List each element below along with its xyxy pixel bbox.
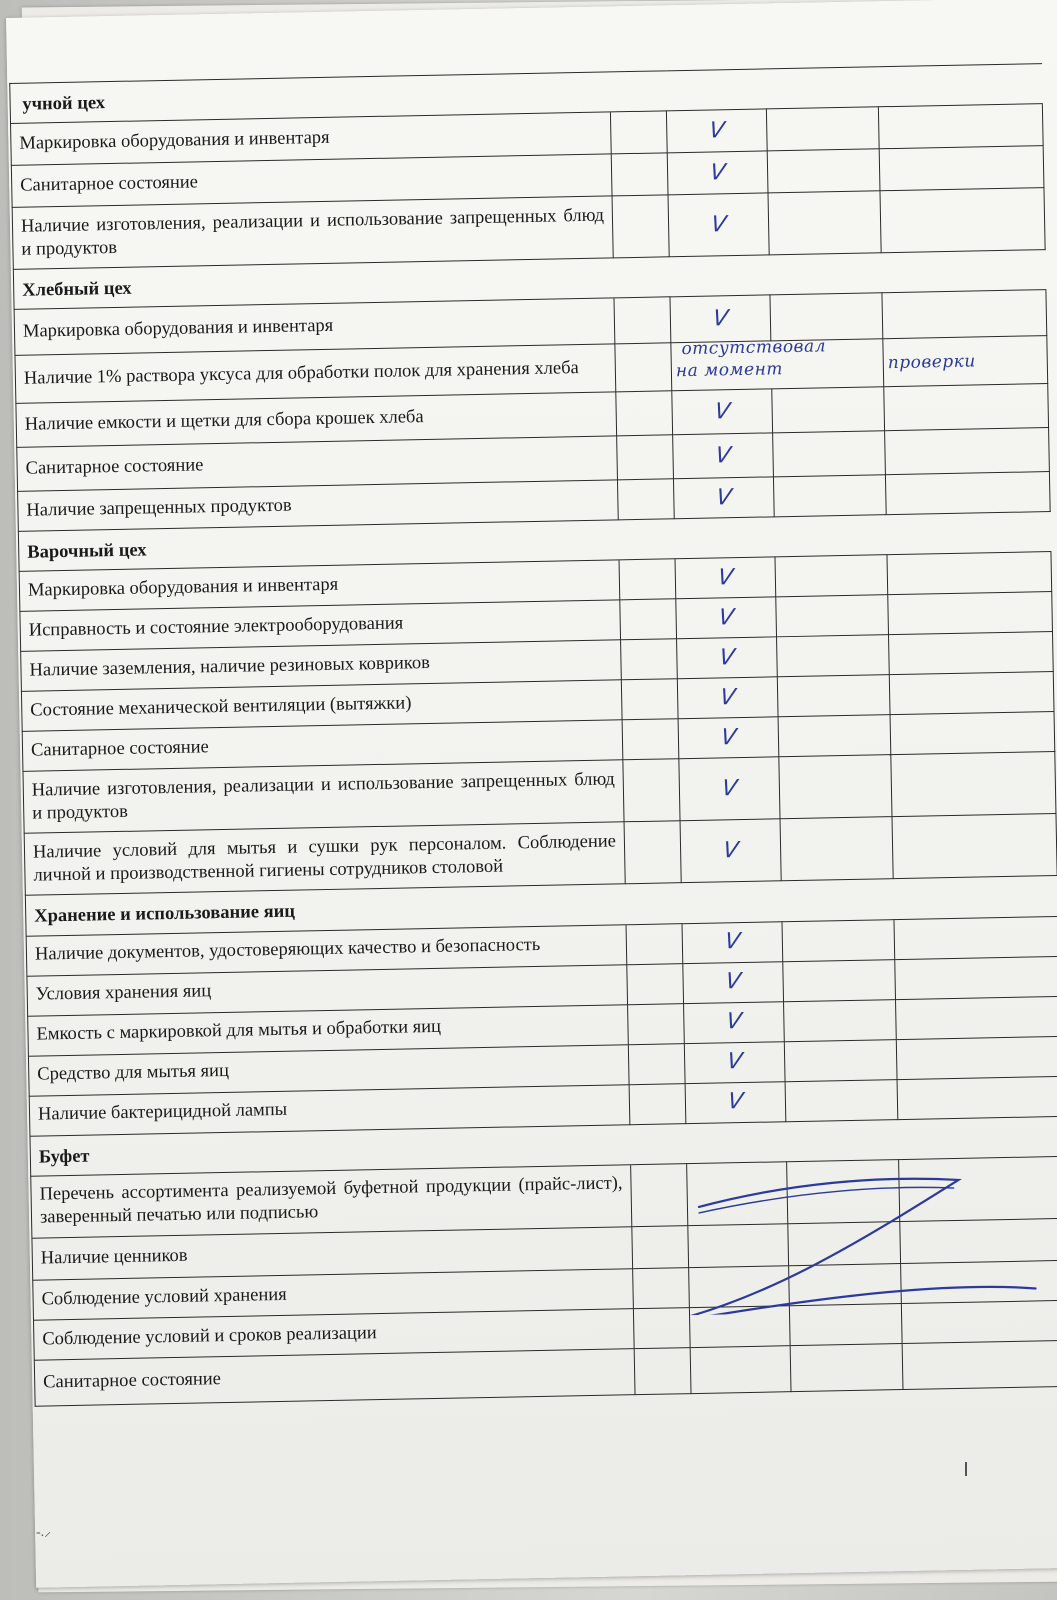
checkmark-icon: V	[717, 645, 736, 671]
handwritten-note: отсутствовал	[681, 336, 827, 360]
handwritten-note: на момент	[675, 359, 784, 382]
item-label: Исправность и состояние электрооборудования	[20, 600, 621, 652]
checkmark-icon: V	[721, 838, 740, 864]
item-label: Санитарное состояние	[17, 436, 618, 492]
item-label: Маркировка оборудования и инвентаря	[14, 298, 615, 356]
checkmark-icon: V	[708, 160, 727, 186]
checklist-page	[6, 0, 1057, 1588]
section-title: Буфет	[30, 1124, 631, 1176]
item-label: Соблюдение условий и сроков реализации	[33, 1308, 634, 1360]
item-label: Наличие изготовления, реализации и использование запрещенных блюд и продуктов	[12, 196, 613, 270]
item-label: Наличие документов, удостоверяющих качество и безопасность	[26, 924, 627, 976]
checkmark-icon: V	[718, 685, 737, 711]
checkmark-icon: V	[725, 1049, 744, 1075]
item-label: Наличие изготовления, реализации и использование запрещенных блюд и продуктов	[23, 760, 624, 834]
item-label: Санитарное состояние	[22, 720, 623, 772]
checkmark-icon: V	[717, 605, 736, 631]
checkmark-icon: V	[719, 725, 738, 751]
item-label: Емкость с маркировкой для мытья и обработки яиц	[28, 1004, 629, 1056]
item-label: Наличие условий для мытья и сушки рук персоналом. Соблюдение личной и производственной гигиены сотрудников столовой	[24, 822, 625, 896]
handwritten-note: проверки	[887, 351, 976, 374]
checkmark-icon: V	[716, 565, 735, 591]
checkmark-icon: V	[720, 776, 739, 802]
checkmark-icon: V	[711, 306, 730, 332]
item-label: Перечень ассортимента реализуемой буфетной продукции (прайс-лист), заверенный печатью или подписью	[31, 1164, 632, 1238]
item-label: Наличие 1% раствора уксуса для обработки полок для хранения хлеба	[15, 344, 616, 404]
checkmark-icon: V	[724, 1009, 743, 1035]
checkmark-icon: V	[714, 443, 733, 469]
item-label: Условия хранения яиц	[27, 964, 628, 1016]
section-title: учной цех	[10, 72, 611, 124]
checkmark-icon: V	[707, 118, 726, 144]
checkmark-icon: V	[709, 212, 728, 238]
section-title: Хлебный цех	[13, 258, 614, 310]
checkmark-icon: V	[724, 969, 743, 995]
checkmark-icon: V	[713, 399, 732, 425]
item-label: Маркировка оборудования и инвентаря	[11, 112, 612, 166]
checkmark-icon: V	[726, 1089, 745, 1115]
checkmark-icon: V	[714, 485, 733, 511]
section-title: Варочный цех	[18, 520, 619, 572]
item-label: Наличие емкости и щетки для сбора крошек хлеба	[16, 392, 617, 448]
handwritten-note-cell	[671, 336, 884, 391]
item-label: Наличие бактерицидной лампы	[29, 1084, 630, 1136]
item-label: Маркировка оборудования и инвентаря	[19, 560, 620, 612]
pen-mark	[965, 1462, 967, 1476]
section-title: Хранение и использование яиц	[25, 884, 626, 936]
item-label: Наличие заземления, наличие резиновых ковриков	[21, 640, 622, 692]
item-label: Санитарное состояние	[34, 1348, 635, 1406]
inspection-checklist-table	[9, 63, 1057, 1406]
item-label: Наличие запрещенных продуктов	[18, 480, 619, 532]
checkmark-icon: V	[723, 929, 742, 955]
item-label: Соблюдение условий хранения	[33, 1268, 634, 1320]
item-label: Санитарное состояние	[11, 154, 612, 208]
scribble-mark: -.⸝	[36, 1525, 52, 1540]
item-label: Состояние механической вентиляции (вытяжки)	[21, 680, 622, 732]
item-label: Наличие ценников	[32, 1226, 633, 1280]
item-label: Средство для мытья яиц	[28, 1044, 629, 1096]
